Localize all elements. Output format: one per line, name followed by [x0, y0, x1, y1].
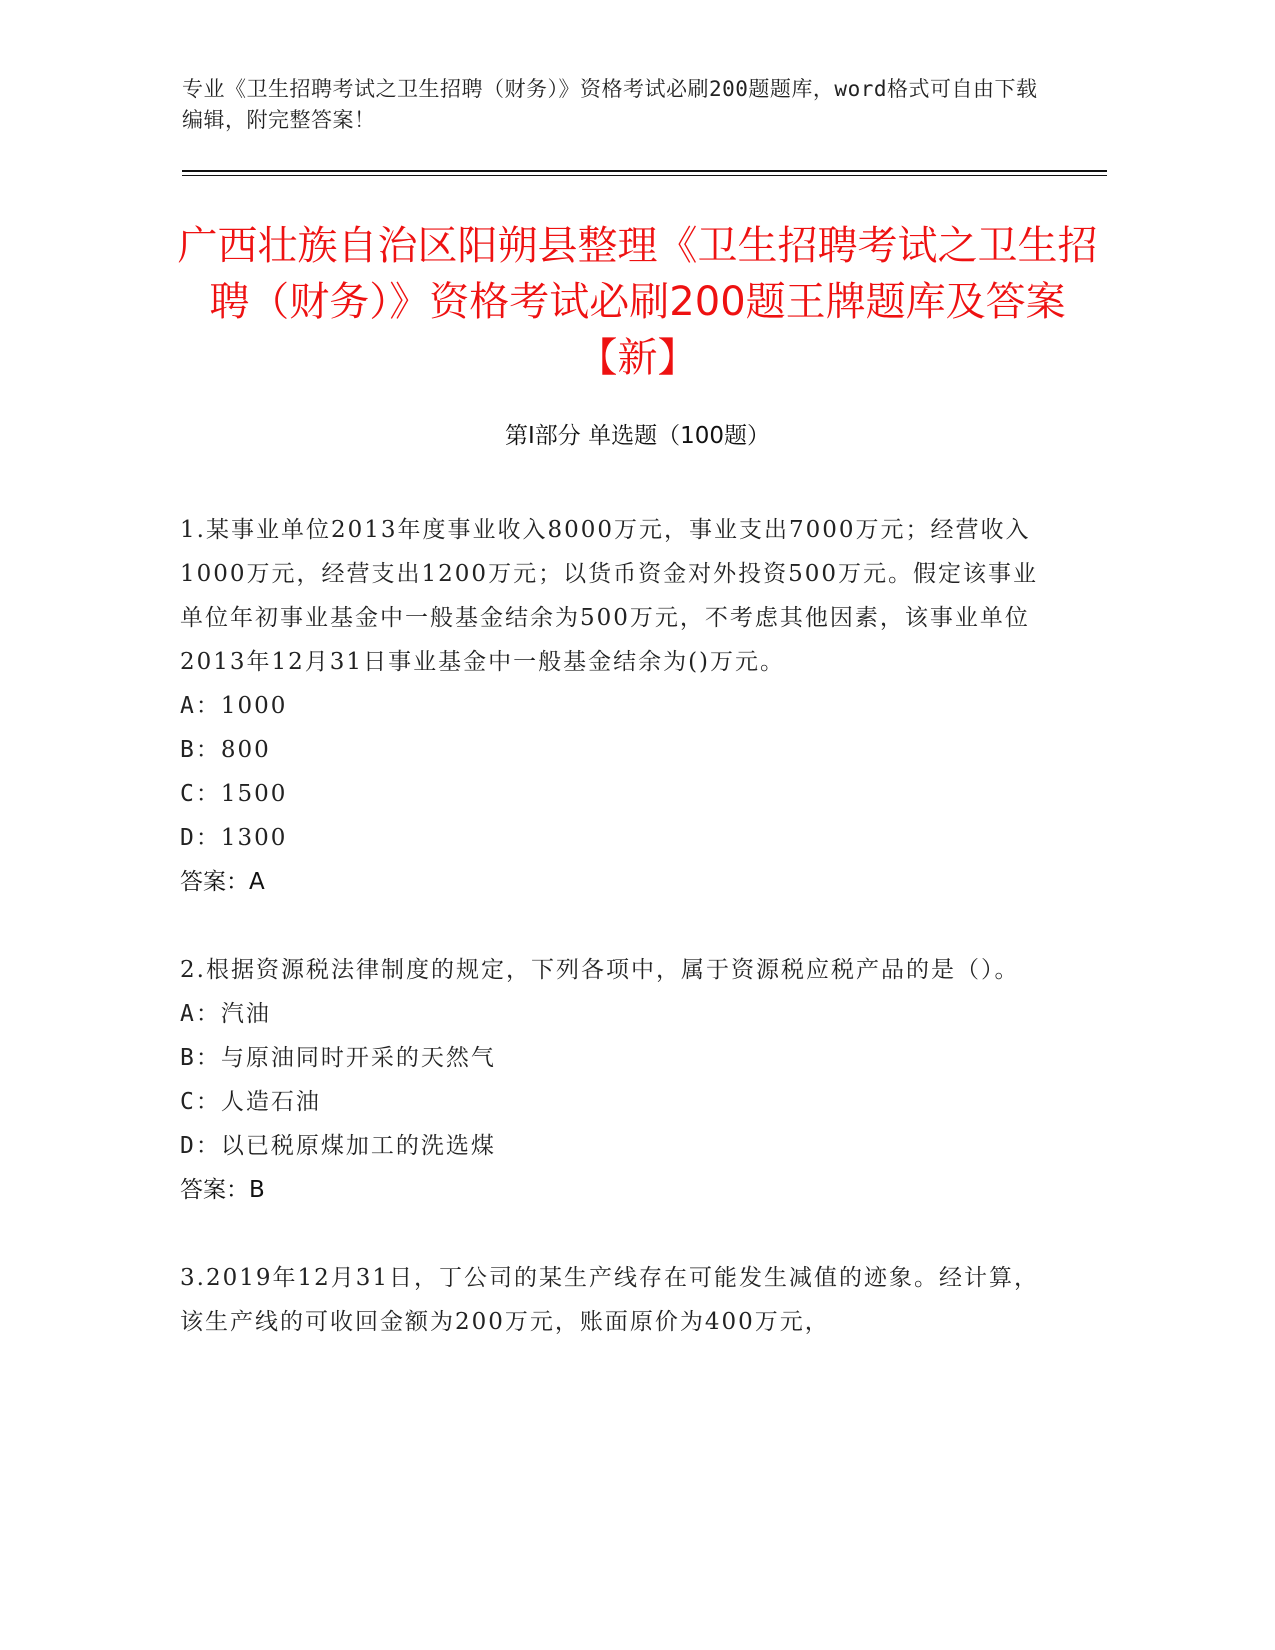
option-text: 1000: [220, 693, 288, 719]
option-letter: A：: [180, 1001, 221, 1027]
option-letter: C：: [180, 781, 221, 807]
option-text: 800: [220, 737, 271, 763]
option-a: [180, 992, 1040, 1036]
option-letter: D：: [180, 1133, 221, 1159]
option-text: 1300: [220, 825, 288, 851]
option-d: [180, 816, 1040, 860]
question-list: [180, 508, 1040, 1388]
option-text: 与原油同时开采的天然气: [220, 1045, 496, 1071]
document-title: 广西壮族自治区阳朔县整理《卫生招聘考试之卫生招聘（财务）》资格考试必刷200题王牌题库及答案【新】: [177, 223, 1098, 381]
option-letter: C：: [180, 1089, 221, 1115]
option-text: 人造石油: [220, 1089, 321, 1115]
section-title: 第Ⅰ部分 单选题（100题）: [505, 423, 770, 449]
option-letter: D：: [180, 825, 221, 851]
option-a: [180, 684, 1040, 728]
header-divider-thin: [182, 175, 1107, 176]
option-letter: B：: [180, 1045, 221, 1071]
header-divider-thick: [182, 170, 1107, 172]
option-b: [180, 1036, 1040, 1080]
option-b: [180, 728, 1040, 772]
question-stem: 1.某事业单位2013年度事业收入8000万元，事业支出7000万元；经营收入1000万元，经营支出1200万元；以货币资金对外投资500万元。假定该事业单位年初事业基金中一般基金结余为500万元，不考虑其他因素，该事业单位2013年12月31日事业基金中一般基金结余为()万元。: [180, 517, 1038, 675]
option-text: 1500: [220, 781, 288, 807]
question-2: [180, 948, 1040, 1212]
option-c: [180, 772, 1040, 816]
option-c: [180, 1080, 1040, 1124]
option-text: 汽油: [220, 1001, 271, 1027]
question-1: [180, 508, 1040, 904]
answer-label: 答案：A: [180, 869, 265, 895]
option-text: 以已税原煤加工的洗选煤: [220, 1133, 496, 1159]
document-intro: 专业《卫生招聘考试之卫生招聘（财务）》资格考试必刷200题题库，word格式可自由下载编辑，附完整答案！: [182, 77, 1038, 132]
question-stem: 2.根据资源税法律制度的规定，下列各项中，属于资源税应税产品的是（）。: [180, 957, 1020, 983]
option-d: [180, 1124, 1040, 1168]
option-letter: B：: [180, 737, 221, 763]
question-stem: 3.2019年12月31日，丁公司的某生产线存在可能发生减值的迹象。经计算，该生产线的可收回金额为200万元，账面原价为400万元，: [180, 1265, 1040, 1335]
option-letter: A：: [180, 693, 221, 719]
answer-label: 答案：B: [180, 1177, 265, 1203]
question-3: [180, 1256, 1040, 1344]
